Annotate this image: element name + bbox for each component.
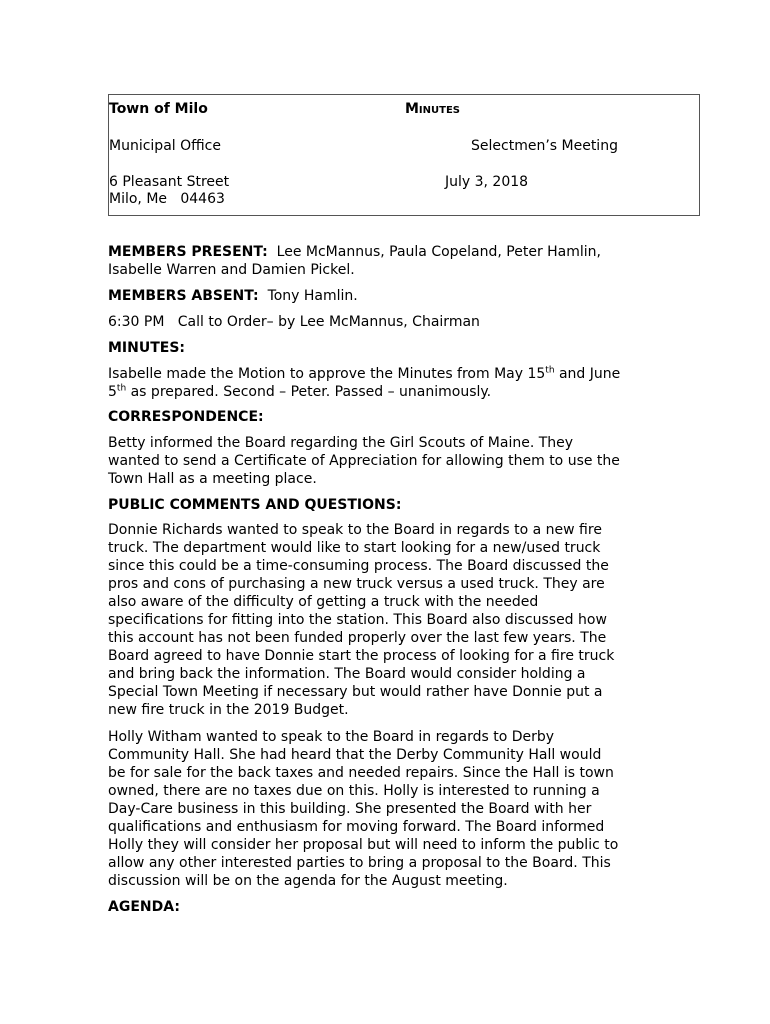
document-type: Minutes [405, 101, 460, 117]
meeting-name: Selectmen’s Meeting [471, 138, 618, 154]
text-line: Town Hall as a meeting place. [108, 471, 317, 487]
minutes-heading: MINUTES: [108, 340, 186, 356]
text-line: qualifications and enthusiasm for moving forward. The Board informed [108, 819, 605, 835]
ordinal-suffix: th [545, 365, 555, 376]
text-line: be for sale for the back taxes and needed repairs. Since the Hall is town [108, 765, 614, 781]
public-comments-paragraph-1 [108, 521, 668, 719]
members-present-line2: Isabelle Warren and Damien Pickel. [108, 262, 355, 278]
text-line: this account has not been funded properly over the last few years. The [108, 630, 607, 646]
text-line: allow any other interested parties to bring a proposal to the Board. This [108, 855, 611, 871]
text-line: Board agreed to have Donnie start the process of looking for a fire truck [108, 648, 615, 664]
text-line: Betty informed the Board regarding the Girl Scouts of Maine. They [108, 435, 574, 451]
office-name: Municipal Office [109, 138, 221, 154]
public-comments-heading: PUBLIC COMMENTS AND QUESTIONS: [108, 497, 402, 513]
text-line: Holly they will consider her proposal but will need to inform the public to [108, 837, 619, 853]
letterhead-box [108, 94, 700, 216]
text-line: Donnie Richards wanted to speak to the Board in regards to a new fire [108, 522, 602, 538]
correspondence-heading: CORRESPONDENCE: [108, 409, 264, 425]
text-line: and bring back the information. The Board would consider holding a [108, 666, 586, 682]
city-address: Milo, Me 04463 [109, 191, 225, 207]
text-line: pros and cons of purchasing a new truck versus a used truck. They are [108, 576, 605, 592]
text-line: Day-Care business in this building. She presented the Board with her [108, 801, 592, 817]
public-comments-paragraph-2 [108, 728, 668, 890]
minutes-text-4: as prepared. Second – Peter. Passed – unanimously. [126, 384, 492, 400]
correspondence-paragraph [108, 434, 668, 488]
members-present-line1: Lee McMannus, Paula Copeland, Peter Hamlin, [276, 244, 602, 260]
meeting-date: July 3, 2018 [445, 174, 529, 190]
text-line: specifications for fitting into the station. This Board also discussed how [108, 612, 607, 628]
members-absent-value: Tony Hamlin. [267, 288, 358, 304]
org-name: Town of Milo [109, 101, 208, 117]
text-line: also aware of the difficulty of getting a truck with the needed [108, 594, 539, 610]
text-line: truck. The department would like to start looking for a new/used truck [108, 540, 601, 556]
call-to-order: 6:30 PM Call to Order– by Lee McMannus, Chairman [108, 314, 480, 330]
text-line: Special Town Meeting if necessary but would rather have Donnie put a [108, 684, 603, 700]
text-line: new fire truck in the 2019 Budget. [108, 702, 349, 718]
members-absent-section [108, 287, 668, 305]
minutes-paragraph [108, 365, 668, 401]
minutes-text-1: Isabelle made the Motion to approve the Minutes from May 15 [108, 366, 546, 382]
members-present-label: MEMBERS PRESENT: [108, 244, 268, 260]
members-present-section [108, 243, 668, 279]
agenda-heading: AGENDA: [108, 899, 180, 915]
ordinal-suffix: th [116, 383, 127, 394]
text-line: discussion will be on the agenda for the August meeting. [108, 873, 508, 889]
text-line: since this could be a time-consuming process. The Board discussed the [108, 558, 609, 574]
minutes-text-2: and June [554, 366, 621, 382]
minutes-text-3: 5 [108, 384, 117, 400]
text-line: owned, there are no taxes due on this. Holly is interested to running a [108, 783, 600, 799]
text-line: Community Hall. She had heard that the Derby Community Hall would [108, 747, 602, 763]
street-address: 6 Pleasant Street [109, 174, 230, 190]
members-absent-label: MEMBERS ABSENT: [108, 288, 259, 304]
text-line: wanted to send a Certificate of Appreciation for allowing them to use the [108, 453, 620, 469]
text-line: Holly Witham wanted to speak to the Board in regards to Derby [108, 729, 555, 745]
